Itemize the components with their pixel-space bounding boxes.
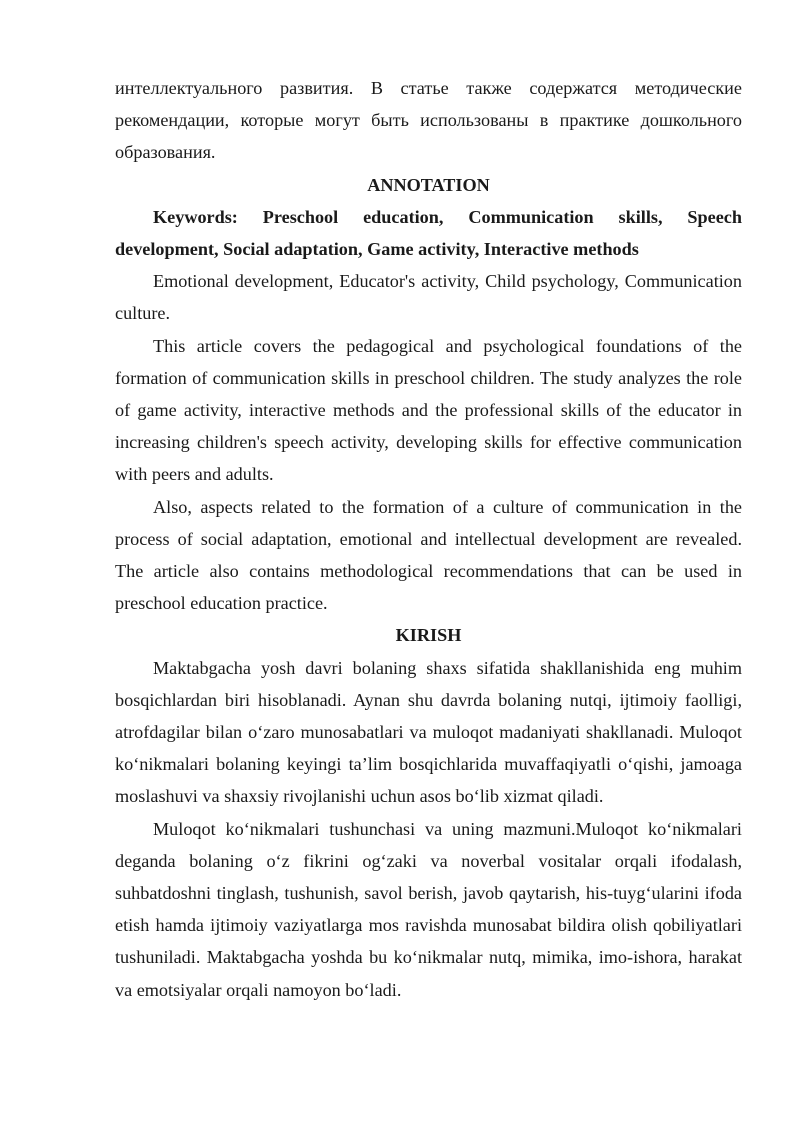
keywords-extra-paragraph: Emotional development, Educator's activity, Child psychology, Communication culture. [115, 271, 742, 324]
kirish-heading: KIRISH [395, 625, 462, 646]
kirish-paragraph-1: Maktabgacha yosh davri bolaning shaxs sifatida shakllanishida eng muhim bosqichlardan biri hisoblanadi. Aynan shu davrda bolaning nutqi, ijtimoiy faolligi, atrofdagilar bilan o‘zaro munosabatlari va muloqot madaniyati shakllanadi. Muloqot ko‘nikmalari bolaning keyingi ta’lim bosqichlarida muvaffaqiyatli o‘qishi, jamoaga moslashuvi va shaxsiy rivojlanishi uchun asos bo‘lib xizmat qiladi. [115, 657, 742, 807]
keywords-paragraph: Keywords: Preschool education, Communication skills, Speech development, Social adaptation, Game activity, Interactive methods [115, 206, 742, 260]
annotation-heading: ANNOTATION [367, 174, 490, 195]
annotation-paragraph-1: This article covers the pedagogical and psychological foundations of the formation of communication skills in preschool children. The study analyzes the role of game activity, interactive methods and the professional skills of the educator in increasing children's speech activity, developing skills for effective communication with peers and adults. [115, 335, 742, 485]
intro-continuation-paragraph: интеллектуального развития. В статье также содержатся методические рекомендации, которые могут быть использованы в практике дошкольного образования. [115, 78, 742, 163]
annotation-paragraph-2: Also, aspects related to the formation of a culture of communication in the process of social adaptation, emotional and intellectual development are revealed. The article also contains methodological recommendations that can be used in preschool education practice. [115, 496, 742, 614]
document-page [115, 72, 742, 1006]
kirish-paragraph-2: Muloqot ko‘nikmalari tushunchasi va uning mazmuni.Muloqot ko‘nikmalari deganda bolaning o‘z fikrini og‘zaki va noverbal vositalar orqali ifodalash, suhbatdoshni tinglash, tushunish, savol berish, javob qaytarish, his-tuyg‘ularini ifoda etish hamda ijtimoiy vaziyatlarga mos ravishda munosabat bildira olish qobiliyatlari tushuniladi. Maktabgacha yoshda bu ko‘nikmalar nutq, mimika, imo-ishora, harakat va emotsiyalar orqali namoyon bo‘ladi. [115, 818, 742, 1000]
